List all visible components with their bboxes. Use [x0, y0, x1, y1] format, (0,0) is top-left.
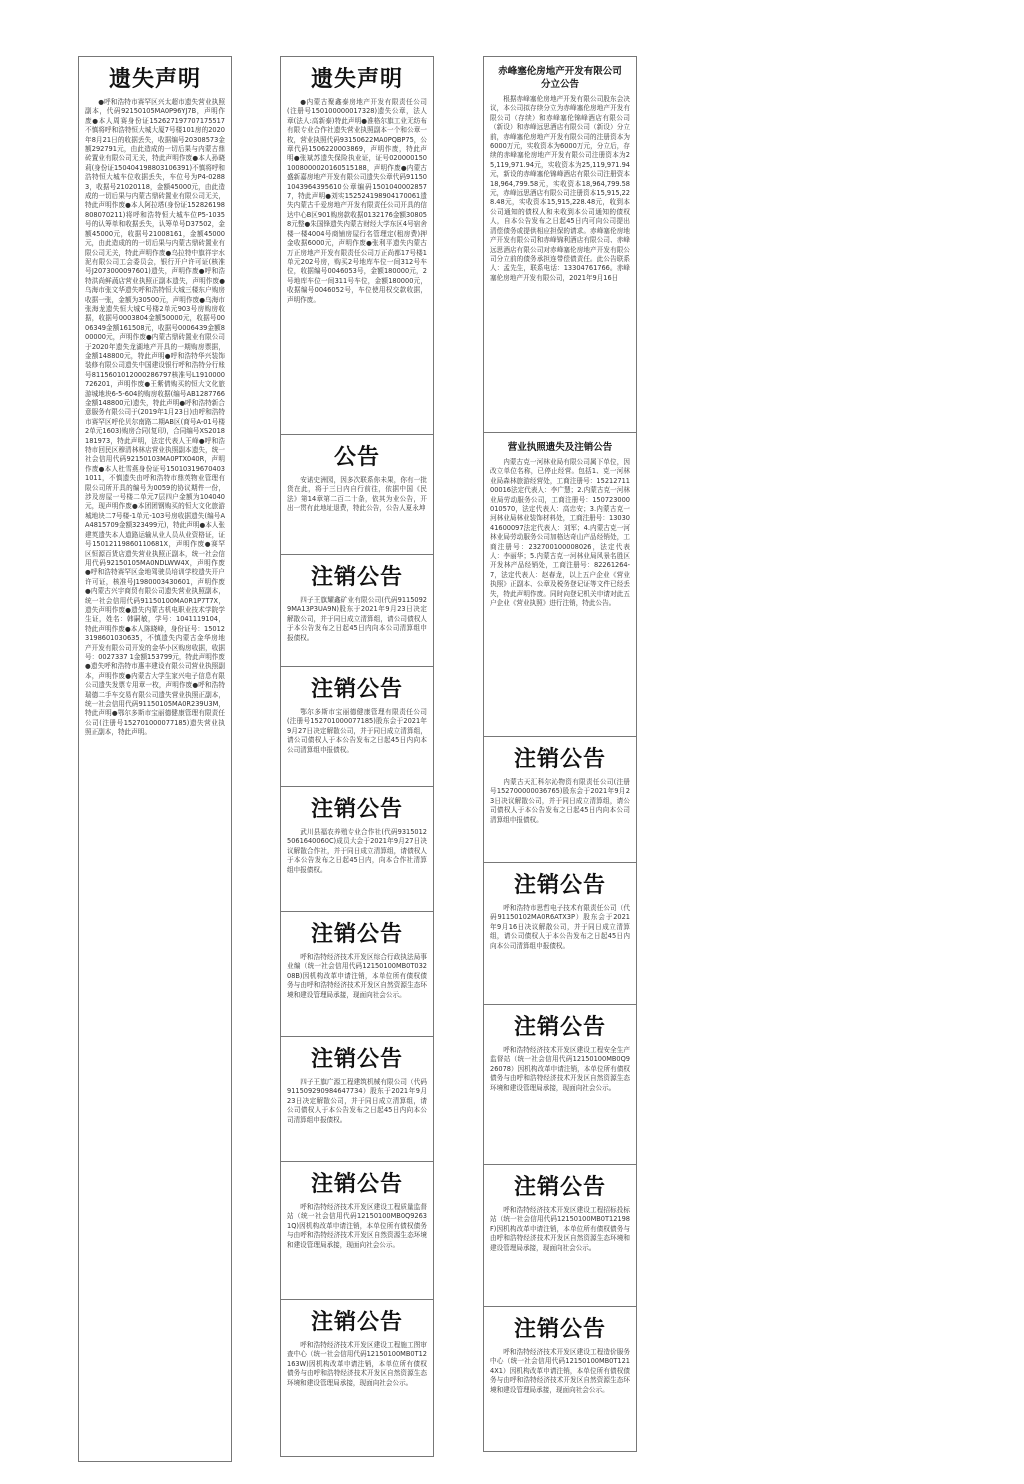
notice-cancellation-12: [483, 1306, 637, 1452]
notice-title: 注销公告: [513, 1014, 606, 1040]
notice-body: 内蒙古天汇科尔沁物资有限责任公司(注册号152700000036765)股东会于2021年9月23日决议解散公司，并于同日成立清算组，请公司债权人于本公告发布之日起45日内向本公司清算组申报债权。: [490, 778, 630, 824]
notice-lost-statement-2: [280, 56, 434, 434]
notice-division-announcement: [483, 56, 637, 432]
notice-body: 鄂尔多斯市宝丽德健康管理有限责任公司(注册号152701000077185)股东会于2021年9月27日决定解散公司，并于同日成立清算组，请公司债权人于本公告发布之日起45日内向本公司清算组申报债权。: [287, 708, 427, 754]
column-1: [78, 56, 232, 1462]
notice-title: 注销公告: [513, 872, 606, 898]
notice-cancellation-7: [280, 1299, 434, 1457]
notice-title: 营业执照遗失及注销公告: [507, 442, 613, 453]
notice-cancellation-1: [280, 554, 434, 666]
notice-body: 内蒙古克一河林业局有限公司属下单位，因改立单位名称，已停止经营。包括1、克一河林业局森林旅游经营处，工商注册号：152127110001​6法定代表人：李广慧；2.内蒙古克一河林业局劳动服务公司，工商注册号：150723000010570，法定代表人：高忠安；3.内蒙古克一河林业局林业装饰材料处，工商注册号：130304160009​7法定代表人：刘军；4.内蒙古克一河林业局劳动服务公司加格达奇山产品经销处，工商注册号：232700100008026，法定代表人：李丽华；5.内蒙古克一河林业局风景名胜区开发林产品经销处，工商注册号：82261264-7，法定代表人：赵春龙，以上五户企业《营业执照》正副本、公章及税务登记证等文件已经丢失，特此声明作废。同时向登记机关申请对此五户企业《营业执照》进行注销，特此公告。: [490, 458, 630, 608]
notice-body: 呼和浩特经济技术开发区建设工程安全生产监督站（统一社会信用代码12150100MB0Q926078）因机构改革申请注销，本单位所有债权债务与由呼和浩特经济技术开发区自然资源生态环境和建设管理局承接，现面向社会公示。: [490, 1046, 630, 1092]
column-2: [280, 56, 434, 1457]
notice-cancellation-2: [280, 666, 434, 786]
notice-cancellation-6: [280, 1161, 434, 1299]
notice-title: 注销公告: [310, 1046, 403, 1072]
notice-title: 注销公告: [513, 1174, 606, 1200]
notice-lost-statement-1: [78, 56, 232, 1462]
notice-title: 注销公告: [310, 564, 403, 590]
notice-cancellation-5: [280, 1036, 434, 1161]
notice-title: 公告: [333, 444, 380, 470]
notice-body: 呼和浩特经济技术开发区综合行政执法局事业编（统一社会信用代码12150100MB0T03208B)因机构改革申请注销，本单位所有债权债务与由呼和浩特经济技术开发区自然资源生态环境和建设管理局承接，现面向社会公示。: [287, 953, 427, 999]
notice-body: 四子王旗广源工程建筑机械有限公司（代码91150929098464773​4）股东于2021年9月23日决定解散公司，并于同日成立清算组，请公司债权人于本公告发布之日起45日内向本公司清算组申报债权。: [287, 1078, 427, 1124]
notice-cancellation-11: [483, 1164, 637, 1306]
notice-cancellation-3: [280, 786, 434, 911]
column-3: [483, 56, 637, 1452]
notice-title: 赤峰塞伦房地产开发有限公司 分立公告: [498, 66, 622, 90]
notice-title: 注销公告: [310, 796, 403, 822]
notice-cancellation-4: [280, 911, 434, 1036]
notice-body: ●呼和浩特市赛罕区兴太超市遗失营业执照副本，代码92150105MA0P96YJ7B，声明作废●本人周赛身份证1526271977071755​17不慎将呼和浩特恒大城大厦7号楼101房的2020年8月21日的收据丢失，收据编号20308573金额292791元，由此造成的一切后果与内蒙古鼎砖置业有限公司无关，特此声明作废●本人孙晓莉(身份证150404198803106391)不慎将呼和浩特恒大城车位收据丢失，车位号为P4-02883，收据号21020118，金额45000元，由此造成的一切后果与内蒙古鼎砖置业有限公司无关，特此声明作废●本人阿拉塔(身份证152826198808070211)将呼和浩特恒大城车位P5-1035号的认筹单和收据丢失，认筹单号D37502，金额45000元，收据号21008161，金额45000元，由此造成的的一切后果与内蒙古鼎砖置业有限公司无关，特此声明作废●乌拉特中旗祥宇水泥有限公司工会委员会，银行开户许可证(核准号J2073000097601)遗失，声明作废●呼和浩特洪尚鲜蔬店营业执照正副本遗失，声明作废●乌海市张文华遗失呼和浩特恒大城三楼东户购房收据一张，金额为30500元，声明作废●乌海市张海龙遗失恒大城C号楼2单元903号房购房收据，收据号0003804金额50000元，收据号0006349金额161508元，收据号0006439金额800000元，声明作废●内蒙古鼎砖置业有限公司于2020年遗失龙湖地产开具的一期购房票据，金额148800元，特此声明●呼和浩特华兴装饰装修有限公司遗失中国建设银行呼和浩特分行账号81156010120002867​97核准号L1910000726201，声明作废●王紫倩购买的恒大文化旅游城地块6-5-604的购房收据(编号AB1287766金额148800元)遗失，特此声明●呼和浩特新合意服务有限公司于(2019年1月23日)由呼和浩特市赛罕区呼伦贝尔南路二期AB区(商号A-01号楼2单元1603)购房合同(复印)，合同编号XS2018181973，特此声明，法定代表人王峰●呼和浩特市回民区穆清林林店营业执照副本遗失，统一社会信用代码92150103MA0PTX040R，声明作废●本人杜雪燕身份证号150103196704031011，不慎遗失由呼和浩特市鼎英物业管理有限公司所开具的编号为0059的协议期件一份，涉及房屋一号楼二单元7层四户金额为104040元，现声明作废●本团团钢购买的恒大文化旅游城地块二7号楼-1单元-103号房收据遗失(编号AA4815709金额323499元)，特此声明●本人张建英遗失本人道路运输从业人员从业资格证，证号150121198601106​81X，声明作废●赛罕区恒源百货店遗失营业执照正副本，统一社会信用代码92150105MA0NDLWW4X，声明作废●呼和浩特赛罕区金地驾驶员培训学校遗失开户许可证，核准号J1980003430601，声明作废●内蒙古兴宇商贸有限公司遗失营业执照副本，统一社会信用代码91150100MA0R1P7T7X，遗失声明作废●遗失内蒙古机电职业技术学院学生证，姓名：韩嗣敏，学号：1041119104，特此声明作废●本人陈晓峰，身份证号：150123198601030635，不慎遗失内蒙古金华房地产开发有限公司开发的金华小区购房收据，收据号：0027337 1金额153799元，特此声明作废●遗失呼和浩特市惠丰建设有限公司营业执照副本，声明作废●内蒙古大学生家兴电子信息有限公司遗失发票专用章一枚，声明作废●呼和浩特瑞德二手车交易有限公司遗失营业执照正副本，统一社会信用代码91150105MA0R239U3M，特此声明●鄂尔多斯市宝丽德健康管理有限责任公司(注册号152701000077185)遗失营业执照正副本，特此声明。: [85, 98, 226, 737]
notice-body: 四子王旗耀鑫矿业有限公司(代码91150929MA13P3UA9N)股东于2021年9月23日决定解散公司，并于同日成立清算组，请公司债权人于本公告发布之日起45日内向本公司清算组申报债权。: [287, 596, 427, 642]
notice-body: 呼和浩特经济技术开发区建设工程质量监督站（统一社会信用代码12150100MB0Q9263​1Q)因机构改革申请注销，本单位所有债权债务与由呼和浩特经济技术开发区自然资源生态环境和建设管理局承接，现面向社会公示。: [287, 1203, 427, 1249]
notice-body: 呼和浩特经济技术开发区建设工程造价服务中心（统一社会信用代码12150100MB0T1214​X1）因机构改革申请注销，本单位所有债权债务与由呼和浩特经济技术开发区自然资源生态环境和建设管理局承接，现面向社会公示。: [490, 1348, 630, 1394]
notice-body: 武川县福农养殖专业合作社(代码93150125061640060C)成员大会于2021年9月27日决议解散合作社，并于同日成立清算组，请债权人于本公告发布之日起45日内，向本合作社清算组申报债权。: [287, 828, 427, 874]
notice-title: 遗失声明: [310, 66, 403, 92]
notice-body: 呼和浩特经济技术开发区建设工程施工图审查中心（统一社会信用代码12150100MB0T1216​3W)因机构改革申请注销，本单位所有债权债务与由呼和浩特经济技术开发区自然资源生态环境和建设管理局承接，现面向社会公示。: [287, 1341, 427, 1387]
notice-body: 根据赤峰塞伦房地产开发有限公司股东会决议，本公司拟存续分立为赤峰塞伦房地产开发有限公司（存续）和赤峰塞伦锦峰酒店有限公司（新设）和赤峰远思酒店有限公司（新设）分立前，赤峰塞伦房地产开发有限公司的注册资本为6000万元，实收资本为6000万元，分立后，存续的赤峰塞伦房地产开发有限公司注册资本为25,119,971.94元，实收资本为25,119,971.94元，新设的赤峰塞伦锦峰酒店有限公司注册资本18,964,799.58元，实收资本18,964,799.58元，赤峰远思酒店有限公司注册资本15,915,228.48元，实收资本15,915,228.48元，收到本公司通知的债权人和未收到本公司通知的债权人，自本公告发布之日起45日内可向公司提出清偿债务或提供相应担保的请求。赤峰塞伦房地产开发有限公司和赤峰锦利酒店有限公司、赤峰远思酒店有限公司对赤峰塞伦房地产开发有限公司分立前的债务承担连带偿债责任。此公告联系人：孟先生，联系电话：13304761766。赤峰塞伦房地产开发有限公司，2021年9月16日: [490, 95, 630, 282]
notice-title: 注销公告: [310, 1309, 403, 1335]
notice-body: 安诺史洲园，因多次联系你未果，你有一批货在此，将于三日内自行前往，依据中国《民法》第14章第二百二十条，依其为业公告，开出一贯有此地址退费，特此公告，公告人夏永坤: [287, 476, 427, 513]
notice-title: 注销公告: [513, 1316, 606, 1342]
notice-title: 注销公告: [513, 746, 606, 772]
notice-cancellation-8: [483, 736, 637, 862]
notice-cancellation-9: [483, 862, 637, 1004]
notice-cancellation-10: [483, 1004, 637, 1164]
notice-license-lost-and-cancellation: [483, 432, 637, 736]
notice-body: ●内蒙古聚鑫泰房地产开发有限责任公司(注册号150100000017328)遗失公章，法人章(法人:高新泰)特此声明●准格尔旗工业无纺布有限专业合作社遗失营业执照副本一个和公章一枚，营业执照代码93150622MA0PQBP75，公章代码1506220003869，声明作废，特此声明●张斌苏遗失保险执业证，证号0200001501008000020160515188，声明作废●内蒙古盛新嘉房地产开发有限公司遗失公章代码91150104396439561​0公章编码1501040002857 7，特此声明●刘实1525241989041700​61遗失内蒙古千爱房地产开发有限责任公司开具的信达中心B区901购房款收据0132176金额308058元整●朱国锋遗失内蒙古财经大学东区4号宿舍楼一楼4004号商铺房屋行名管理定(租房费)押金收据6000元，声明作废●张利平遗失内蒙古万正房地产开发有限责任公司万正尚都17号楼1单元202号房，购买2号地库车位一间312号车位，收据编号0046053号，金额180000元，2号地库车位一间311号车位，金额180000元，收据编号0046052号，车位使用权交款收据，声明作废。: [287, 98, 427, 304]
notice-public-announcement: [280, 434, 434, 554]
notice-title: 遗失声明: [108, 66, 201, 92]
notice-body: 呼和浩特市思哲电子技术有限责任公司（代码91150102MA0R6ATX3P）股东会于2021年9月16日决议解散公司，并于同日成立清算组，请公司债权人于本公告发布之日起45日内向本公司清算组申报债权。: [490, 904, 630, 950]
notice-title: 注销公告: [310, 921, 403, 947]
notice-title: 注销公告: [310, 1171, 403, 1197]
notice-title: 注销公告: [310, 676, 403, 702]
notice-body: 呼和浩特经济技术开发区建设工程招标投标站（统一社会信用代码12150100MB0T12198F)因机构改革申请注销，本单位所有债权债务与由呼和浩特经济技术开发区自然资源生态环境和建设管理局承接，现面向社会公示。: [490, 1206, 630, 1252]
